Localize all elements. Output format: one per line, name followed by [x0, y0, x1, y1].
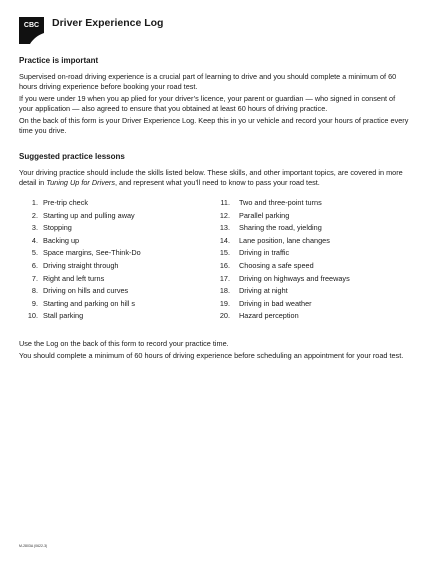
lesson-item: [212, 210, 405, 223]
lessons-column-left: [19, 197, 212, 323]
lesson-item: [19, 285, 212, 298]
lesson-item: [19, 197, 212, 210]
lesson-number: 4.: [31, 235, 38, 245]
lesson-label: Two and three-point turns: [239, 198, 322, 207]
lesson-number: 1.: [31, 198, 38, 207]
lesson-item: [212, 310, 405, 323]
practice-heading: Practice is important: [19, 56, 99, 65]
closing-paragraph-1: Use the Log on the back of this form to record your practice time.: [19, 338, 229, 348]
lesson-item: [212, 247, 405, 260]
lesson-number: 9.: [31, 298, 38, 308]
lesson-number: 14.: [219, 235, 230, 245]
lesson-label: Driving in bad weather: [239, 298, 312, 308]
lesson-label: Choosing a safe speed: [239, 260, 314, 270]
book-title: Tuning Up for Drivers: [46, 178, 115, 187]
lesson-label: Parallel parking: [239, 210, 290, 220]
lessons-column-right: [212, 197, 405, 323]
lesson-number: 19.: [219, 298, 230, 308]
lesson-label: Lane position, lane changes: [239, 235, 330, 245]
lesson-number: 16.: [219, 260, 230, 270]
lesson-item: [212, 222, 405, 235]
lesson-label: Driving in traffic: [239, 248, 290, 258]
practice-paragraph-3: On the back of this form is your Driver Experience Log. Keep this in yo ur vehicle and record your hours of practice every time you drive.: [19, 116, 409, 135]
lesson-item: [19, 273, 212, 286]
lesson-item: [212, 235, 405, 248]
lesson-label: Driving at night: [239, 286, 288, 296]
lesson-number: 2.: [31, 210, 38, 220]
lesson-number: 20.: [219, 311, 230, 321]
lesson-item: [19, 235, 212, 248]
lesson-item: [212, 260, 405, 273]
lesson-label: Stall parking: [43, 311, 84, 321]
lesson-label: Stopping: [43, 223, 72, 233]
lesson-item: [212, 273, 405, 286]
lesson-item: [212, 285, 405, 298]
lesson-item: [19, 298, 212, 311]
lesson-label: Right and left turns: [43, 273, 105, 283]
lesson-item: [212, 298, 405, 311]
lesson-number: 12.: [219, 210, 230, 220]
lesson-number: 5.: [31, 248, 38, 258]
lesson-item: [19, 310, 212, 323]
lesson-label: Pre-trip check: [43, 198, 89, 207]
document-title: Driver Experience Log: [52, 17, 164, 29]
lesson-number: 8.: [31, 286, 38, 296]
lesson-number: 18.: [219, 286, 230, 296]
lesson-label: Hazard perception: [239, 311, 299, 321]
lesson-label: Driving straight through: [43, 260, 119, 270]
lesson-number: 10.: [27, 311, 38, 321]
svg-text:CBC: CBC: [23, 22, 40, 29]
lesson-item: [19, 210, 212, 223]
lesson-number: 17.: [219, 273, 230, 283]
lesson-number: 6.: [31, 260, 38, 270]
lessons-list: [19, 197, 409, 323]
document-body: [19, 56, 409, 363]
lesson-item: [212, 197, 405, 210]
lesson-label: Backing up: [43, 235, 80, 245]
lesson-item: [19, 222, 212, 235]
lesson-label: Starting and parking on hill s: [43, 298, 136, 308]
lessons-intro: Your driving practice should include the skills listed below. These skills, and other important topics, are covered in more detail in Tuning Up for Drivers, and represent what you’ll need to know to pass your road test.: [19, 168, 403, 187]
lesson-number: 7.: [31, 273, 38, 283]
lesson-item: [19, 247, 212, 260]
lesson-label: Space margins, See-Think-Do: [43, 248, 141, 258]
lesson-number: 3.: [31, 223, 38, 233]
practice-paragraph-2: If you were under 19 when you ap plied for your driver’s licence, your parent or guardian — who signed in consent of your application — also agreed to ensure that you obtained at least 60 hours of driving practice.: [19, 94, 396, 113]
lesson-number: 15.: [219, 248, 230, 258]
lesson-label: Driving on hills and curves: [43, 286, 129, 296]
lesson-label: Sharing the road, yielding: [239, 223, 322, 233]
practice-paragraph-1: Supervised on-road driving experience is a crucial part of learning to drive and you should complete a minimum of 60 hours driving experience before booking your road test.: [19, 72, 397, 91]
form-code: M-2803A (0622-3): [19, 544, 48, 548]
lesson-label: Driving on highways and freeways: [239, 273, 350, 283]
cbc-logo: [19, 17, 44, 44]
lesson-number: 11.: [220, 198, 230, 207]
lesson-number: 13.: [219, 223, 230, 233]
lesson-item: [19, 260, 212, 273]
lessons-heading: Suggested practice lessons: [19, 152, 125, 161]
lesson-label: Starting up and pulling away: [43, 210, 135, 220]
closing-paragraph-2: You should complete a minimum of 60 hours of driving experience before scheduling an appointment for your road test.: [19, 350, 404, 360]
